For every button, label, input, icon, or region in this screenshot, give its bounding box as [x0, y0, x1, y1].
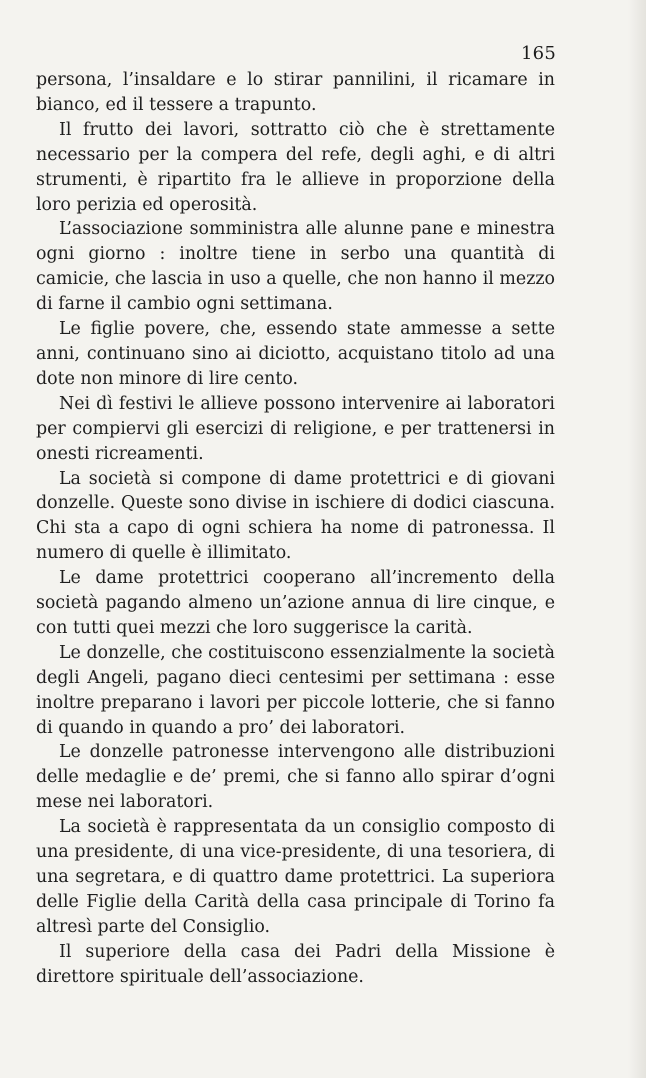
paragraph: Le dame protettrici cooperano all’incremento della società pagando almeno un’azione annua di lire cinque, e con tutti quei mezzi che loro suggerisce la carità.	[36, 568, 555, 638]
paragraph: Le figlie povere, che, essendo state ammesse a sette anni, continuano sino ai diciotto, acquistano titolo ad una dote non minore di lire cento.	[36, 319, 555, 389]
paragraph: Le donzelle, che costituiscono essenzialmente la società degli Angeli, pagano dieci centesimi per settimana : esse inoltre preparano i lavori per piccole lotterie, che si fanno di quando in quando a pro’ dei laboratori.	[36, 642, 555, 738]
paragraph: La società si compone di dame protettrici e di giovani donzelle. Queste sono divise in ischiere di dodici ciascuna. Chi sta a capo di ogni schiera ha nome di patronessa. Il numero di quelle è illimitato.	[36, 468, 555, 564]
paragraph: La società è rappresentata da un consiglio composto di una presidente, di una vice-presidente, di una tesoriera, di una segretara, e di quattro dame protettrici. La superiora delle Figlie della Carità della casa principale di Torino fa altresì parte del Consiglio.	[36, 817, 555, 937]
paragraph: Nei dì festivi le allieve possono intervenire ai laboratori per compiervi gli esercizi di religione, e per trattenersi in onesti ricreamenti.	[36, 393, 555, 464]
paragraph: L’associazione somministra alle alunne pane e minestra ogni giorno : inoltre tiene in serbo una quantità di camicie, che lascia in uso a quelle, che non hanno il mezzo di farne il cambio ogni settimana.	[36, 219, 555, 315]
paragraph: Il frutto dei lavori, sottratto ciò che è strettamente necessario per la compera del refe, degli aghi, e di altri strumenti, è ripartito fra le allieve in proporzione della loro perizia ed operosità.	[36, 119, 555, 215]
paragraph-continuation: persona, l’insaldare e lo stirar pannilini, il ricamare in bianco, ed il tessere a trapunto.	[36, 70, 555, 115]
page-edge-shadow	[628, 0, 646, 1078]
paragraph: Il superiore della casa dei Padri della Missione è direttore spirituale dell’associazione.	[36, 941, 555, 987]
body-text	[36, 68, 555, 990]
paragraph: Le donzelle patronesse intervengono alle distribuzioni delle medaglie e de’ premi, che si fanno allo spirar d’ogni mese nei laboratori.	[36, 742, 555, 813]
page-number: 165	[521, 43, 556, 64]
